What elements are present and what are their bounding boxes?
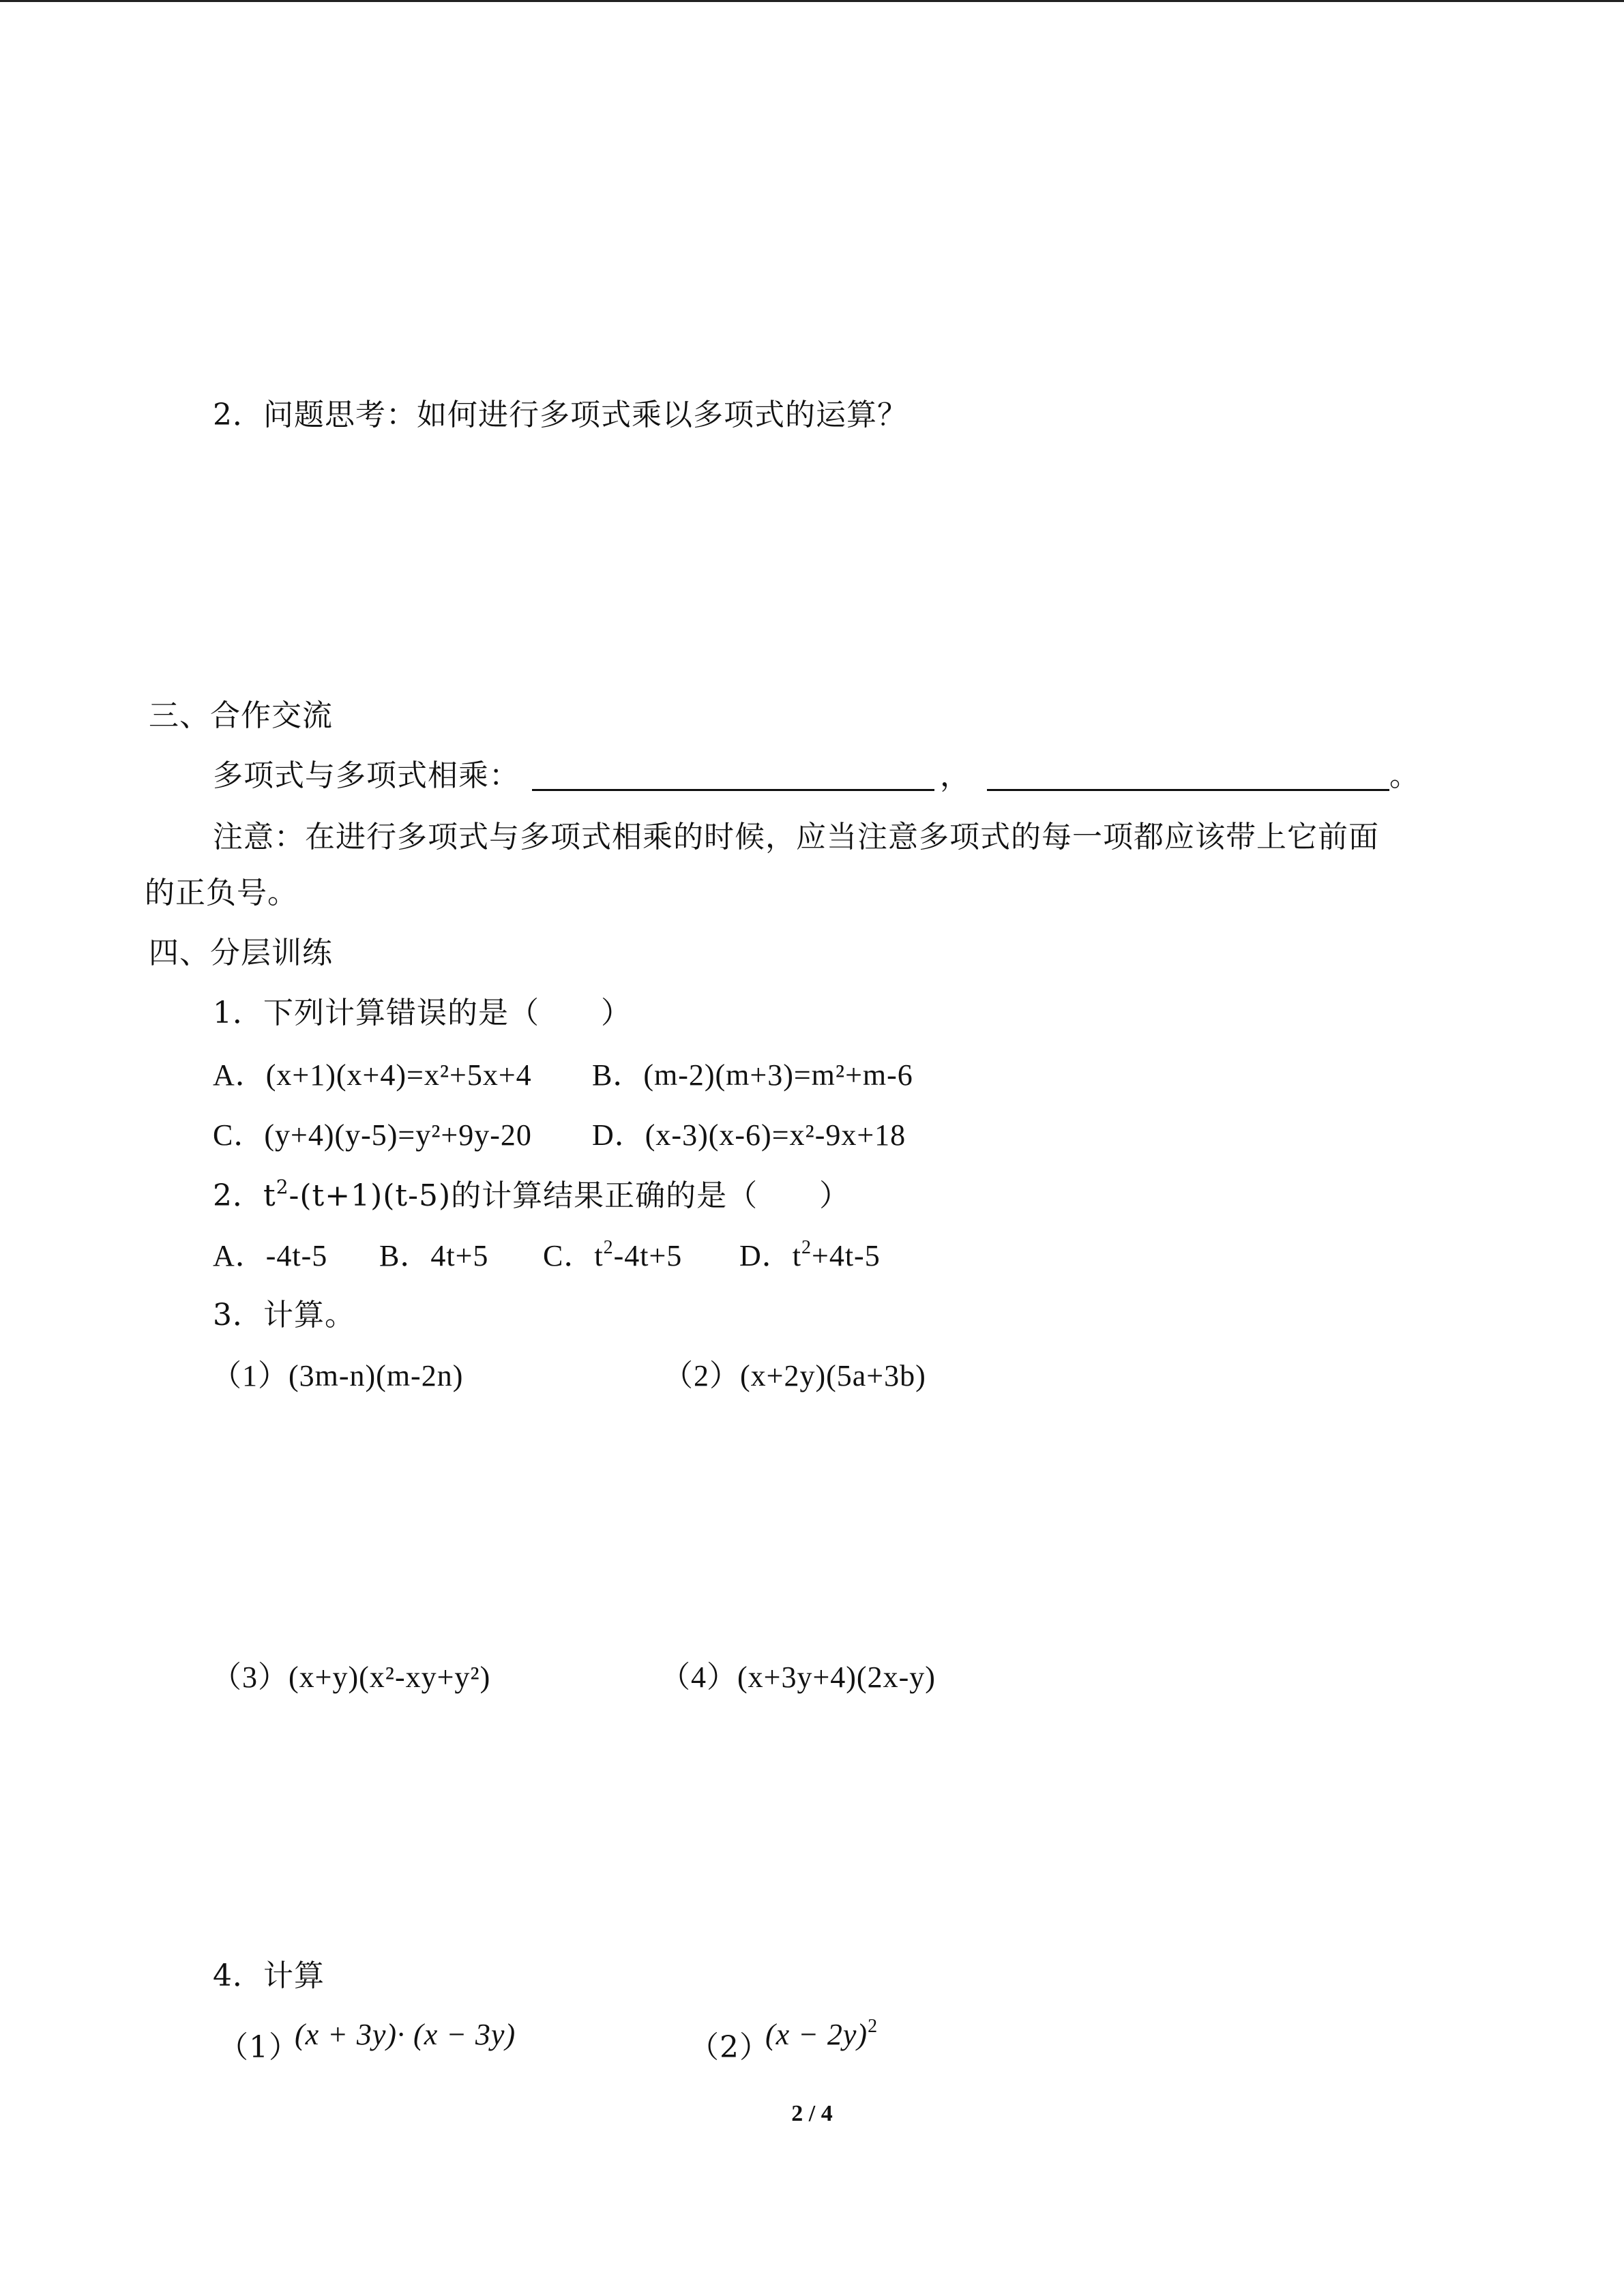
q4-part-2-sup: 2	[868, 2016, 879, 2037]
question-2-text: 2．问题思考：如何进行多项式乘以多项式的运算？	[213, 398, 908, 432]
q1-option-c-text: C．(y+4)(y-5)=y²+9y-20	[213, 1118, 532, 1152]
q3-part-3	[211, 1658, 490, 1697]
q3-stem-text: 3．计算。	[213, 1298, 355, 1332]
q2-option-d	[739, 1237, 881, 1275]
q2-stem	[213, 1177, 850, 1215]
q1-stem-text: 1．下列计算错误的是（	[213, 996, 540, 1030]
q2-option-b	[379, 1237, 488, 1275]
q4-part-2-expression	[765, 2016, 878, 2054]
q2-stem-sup: 2	[276, 1176, 289, 1198]
q1-option-b-text: B．(m-2)(m+3)=m²+m-6	[592, 1058, 913, 1092]
q3-part-2-text: （2）(x+2y)(5a+3b)	[663, 1359, 926, 1392]
q2-option-b-text: B．4t+5	[379, 1239, 489, 1272]
q2-option-c-post: -4t+5	[613, 1239, 683, 1272]
q1-option-c	[213, 1116, 532, 1154]
q3-part-4-text: （4）(x+3y+4)(2x-y)	[660, 1660, 936, 1694]
q2-option-d-pre: D．t	[739, 1239, 801, 1272]
q2-stem-close: ）	[819, 1178, 851, 1213]
note-text-1: 注意：在进行多项式与多项式相乘的时候，应当注意多项式的每一项都应该带上它前面	[213, 820, 1379, 854]
q2-option-c-pre: C．t	[543, 1239, 604, 1272]
fill-in-line	[213, 757, 1420, 795]
q2-option-c	[543, 1237, 682, 1275]
q4-part-1-expr: (x + 3y)· (x − 3y)	[295, 2018, 516, 2051]
question-2-think	[213, 396, 908, 434]
q2-option-a	[213, 1237, 327, 1275]
q3-part-2	[663, 1357, 926, 1395]
q4-part-2-expr: (x − 2y)	[765, 2018, 868, 2051]
q2-option-d-post: +4t-5	[812, 1239, 881, 1272]
q4-stem-text: 4．计算	[213, 1958, 325, 1993]
q1-stem	[213, 994, 632, 1032]
top-border	[0, 0, 1624, 2]
q4-part-1-label: （1）	[218, 2030, 299, 2065]
note-line-2	[145, 874, 298, 912]
q1-option-b	[592, 1056, 913, 1094]
note-text-2: 的正负号。	[145, 876, 298, 910]
q1-option-a	[213, 1056, 532, 1094]
q4-stem	[213, 1957, 325, 1995]
q1-option-d	[592, 1116, 906, 1154]
q3-stem	[213, 1296, 355, 1335]
q2-stem-post: -(t+1)(t-5)的计算结果正确的是（	[289, 1178, 758, 1213]
fill-separator: ，	[940, 758, 971, 793]
fill-end: 。	[1389, 758, 1420, 793]
page-number	[0, 2100, 1624, 2128]
section-3-heading-text: 三、合作交流	[149, 698, 333, 733]
q4-part-1-expression	[295, 2016, 516, 2054]
section-3-heading	[149, 697, 333, 735]
answer-blank-2[interactable]	[987, 759, 1389, 791]
q1-option-a-text: A．(x+1)(x+4)=x²+5x+4	[213, 1058, 532, 1092]
q4-part-1	[218, 2029, 299, 2067]
q2-option-d-sup: 2	[801, 1237, 812, 1258]
q3-part-4	[660, 1658, 936, 1697]
q1-option-d-text: D．(x-3)(x-6)=x²-9x+18	[592, 1118, 906, 1152]
q1-stem-close: ）	[601, 996, 632, 1030]
q3-part-1-text: （1）(3m-n)(m-2n)	[211, 1359, 464, 1392]
answer-blank-1[interactable]	[532, 759, 934, 791]
section-4-heading-text: 四、分层训练	[149, 936, 333, 970]
q4-part-2	[689, 2029, 770, 2067]
page-number-text: 2 / 4	[791, 2101, 833, 2126]
q3-part-1	[211, 1357, 463, 1395]
q3-part-3-text: （3）(x+y)(x²-xy+y²)	[211, 1660, 491, 1694]
q2-stem-pre: 2．t	[213, 1178, 276, 1213]
fill-label: 多项式与多项式相乘：	[213, 758, 520, 793]
note-line-1	[213, 818, 1379, 856]
q2-option-c-sup: 2	[603, 1237, 614, 1258]
q4-part-2-label: （2）	[689, 2030, 770, 2065]
q2-option-a-text: A．-4t-5	[213, 1239, 328, 1272]
section-4-heading	[149, 934, 333, 972]
